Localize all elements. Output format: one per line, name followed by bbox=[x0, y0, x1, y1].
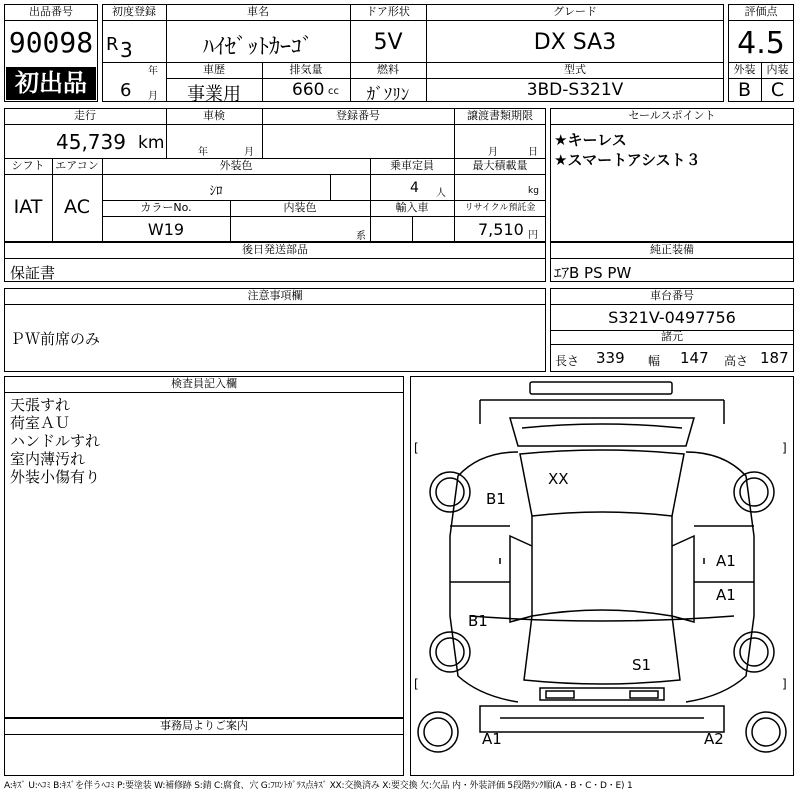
inspector-item: 荷室ＡＵ bbox=[10, 414, 71, 432]
fuel: ｶﾞｿﾘﾝ bbox=[366, 85, 410, 105]
history-label: 車歴 bbox=[203, 63, 225, 76]
info-grid bbox=[4, 108, 546, 242]
chassis-number: S321V-0497756 bbox=[608, 308, 736, 327]
sales-point-item: ★スマートアシスト３ bbox=[554, 151, 701, 169]
chassis-label: 車台番号 bbox=[650, 289, 694, 302]
transfer-day-unit: 日 bbox=[528, 147, 538, 158]
reg-no-label: 登録番号 bbox=[336, 109, 380, 122]
import-label: 輸入車 bbox=[395, 201, 429, 214]
history: 事業用 bbox=[187, 84, 241, 105]
capacity-unit: 人 bbox=[436, 188, 446, 199]
sales-points-list bbox=[554, 130, 701, 170]
damage-mark-a1: A1 bbox=[716, 552, 736, 570]
door-label: ドア形状 bbox=[366, 5, 410, 18]
legend-footer: A:ｷｽﾞ U:ﾍｺﾐ B:ｷｽﾞを伴うﾍｺﾐ P:要塗装 W:補修跡 S:錆 C:腐食、穴 G:ﾌﾛﾝﾄｶﾞﾗｽ点ｷｽﾞ XX:交換済み X:要交換 欠:欠品 内・外装評価 5段階ﾗﾝｸ順(A・B・C・D・E) 1 bbox=[4, 781, 633, 791]
inspector-list bbox=[10, 396, 100, 486]
grade: DX SA3 bbox=[533, 30, 617, 55]
dims-label: 諸元 bbox=[661, 330, 683, 343]
length-value: 339 bbox=[596, 349, 625, 367]
bracket-left: [ bbox=[414, 441, 419, 455]
door-type: 5V bbox=[373, 30, 403, 55]
ext-color-label: 外装色 bbox=[219, 159, 253, 172]
shift: IAT bbox=[13, 196, 43, 218]
inspection-year-unit: 年 bbox=[198, 147, 208, 158]
int-color-label: 内装色 bbox=[283, 201, 317, 214]
damage-mark-b1: B1 bbox=[468, 612, 488, 630]
recycle-label: リサイクル預託金 bbox=[464, 203, 536, 213]
int-grade: C bbox=[770, 79, 785, 101]
model: 3BD-S321V bbox=[526, 80, 624, 100]
month-unit: 月 bbox=[148, 91, 158, 102]
notes-label: 注意事項欄 bbox=[247, 289, 303, 302]
inspector-item: 室内薄汚れ bbox=[10, 450, 86, 468]
car-name-label: 車名 bbox=[247, 5, 269, 18]
damage-mark-b1: B1 bbox=[486, 490, 506, 508]
km-unit: km bbox=[138, 133, 165, 153]
cc-unit: cc bbox=[328, 86, 339, 97]
recycle-fee: 7,510 bbox=[478, 220, 524, 239]
bracket-left: [ bbox=[414, 677, 419, 691]
damage-mark-s1: S1 bbox=[632, 656, 652, 674]
ac-label: エアコン bbox=[55, 159, 99, 172]
first-reg-label: 初度登録 bbox=[112, 5, 156, 18]
inspector-item: ハンドルすれ bbox=[10, 432, 101, 450]
int-grade-label: 内装 bbox=[766, 63, 789, 76]
transfer-label: 譲渡書類期限 bbox=[467, 109, 533, 122]
damage-mark-xx: XX bbox=[548, 470, 569, 488]
shift-label: シフト bbox=[11, 159, 45, 172]
first-reg-year: 3 bbox=[120, 38, 133, 62]
width-value: 147 bbox=[680, 349, 709, 367]
model-label: 型式 bbox=[564, 63, 586, 76]
ac: AC bbox=[64, 196, 90, 218]
inspection-label: 車検 bbox=[203, 109, 225, 122]
recycle-unit: 円 bbox=[528, 230, 538, 241]
sales-points-box bbox=[550, 108, 794, 242]
ext-color: ｼﾛ bbox=[209, 184, 223, 199]
year-unit: 年 bbox=[148, 66, 158, 77]
score: 4.5 bbox=[737, 26, 785, 61]
transfer-month-unit: 月 bbox=[488, 147, 498, 158]
inspector-item: 天張すれ bbox=[10, 396, 71, 414]
color-no-label: カラーNo. bbox=[140, 201, 192, 214]
office-label: 事務局よりご案内 bbox=[160, 719, 248, 732]
int-color-unit: 系 bbox=[356, 231, 366, 242]
first-reg-month: 6 bbox=[120, 80, 132, 101]
lot-number: 90098 bbox=[8, 26, 94, 59]
height-value: 187 bbox=[760, 349, 789, 367]
length-label: 長さ bbox=[555, 354, 580, 368]
height-label: 高さ bbox=[724, 354, 749, 368]
equipment-value: ｴｱB PS PW bbox=[554, 264, 632, 282]
first-listing-badge: 初出品 bbox=[6, 67, 96, 100]
damage-mark-a2: A2 bbox=[704, 730, 724, 748]
later-parts-label: 後日発送部品 bbox=[242, 243, 308, 256]
ext-grade-label: 外装 bbox=[733, 63, 756, 76]
inspection-month-unit: 月 bbox=[244, 147, 254, 158]
first-reg-era: R bbox=[106, 34, 119, 55]
lot-number-label: 出品番号 bbox=[29, 5, 73, 18]
max-load-label: 最大積載量 bbox=[472, 159, 528, 172]
inspector-label: 検査員記入欄 bbox=[171, 377, 237, 390]
width-label: 幅 bbox=[648, 354, 661, 368]
ext-grade: B bbox=[737, 79, 752, 101]
max-load-unit: kg bbox=[528, 186, 539, 196]
displacement: 660 bbox=[292, 80, 325, 100]
score-label: 評価点 bbox=[744, 5, 778, 18]
mileage-label: 走行 bbox=[74, 109, 96, 122]
damage-mark-a1: A1 bbox=[716, 586, 736, 604]
later-parts-value: 保証書 bbox=[10, 264, 56, 282]
color-no: W19 bbox=[147, 220, 185, 239]
mileage: 45,739 bbox=[56, 130, 126, 154]
sales-point-item: ★キーレス bbox=[554, 131, 627, 149]
bracket-right: ] bbox=[782, 677, 787, 691]
capacity: 4 bbox=[410, 180, 419, 196]
inspector-item: 外装小傷有り bbox=[10, 468, 101, 486]
notes-value: ＰＷ前席のみ bbox=[10, 330, 101, 348]
equipment-label: 純正装備 bbox=[650, 243, 694, 256]
displacement-label: 排気量 bbox=[289, 63, 323, 76]
damage-mark-a1: A1 bbox=[482, 730, 502, 748]
car-diagram bbox=[410, 376, 794, 776]
bracket-right: ] bbox=[782, 441, 787, 455]
fuel-label: 燃料 bbox=[377, 63, 399, 76]
capacity-label: 乗車定員 bbox=[390, 159, 434, 172]
sales-points-label: セールスポイント bbox=[628, 109, 716, 122]
grade-label: グレード bbox=[553, 5, 597, 18]
car-name: ﾊｲｾﾞｯﾄｶｰｺﾞ bbox=[202, 35, 313, 60]
